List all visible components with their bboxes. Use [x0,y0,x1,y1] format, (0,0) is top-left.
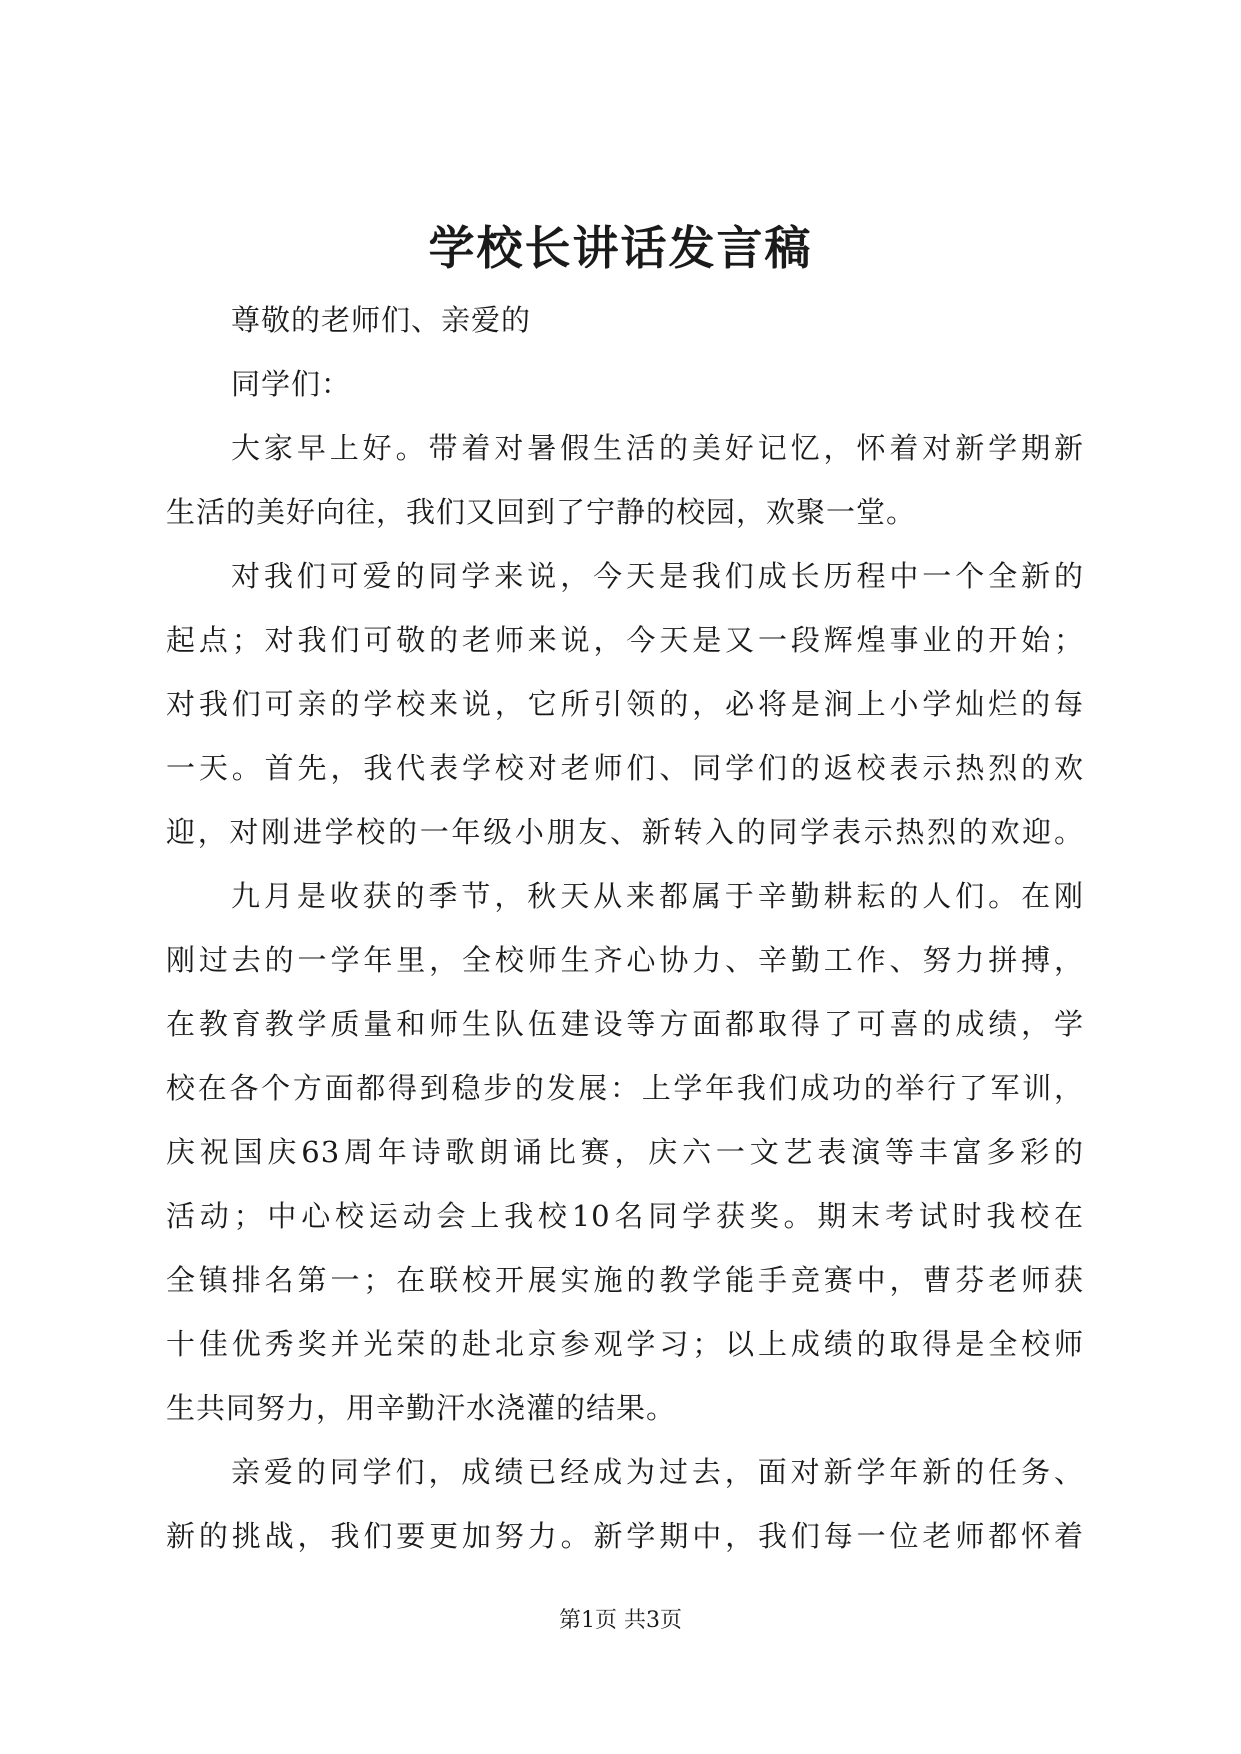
text-line: 新的挑战，我们要更加努力。新学期中，我们每一位老师都怀着 [166,1519,1084,1553]
text-line: 一天。首先，我代表学校对老师们、同学们的返校表示热烈的欢 [166,751,1084,785]
page-footer: 第1页 共3页 [559,1608,682,1633]
text-line: 活动；中心校运动会上我校10名同学获奖。期末考试时我校在 [166,1199,1084,1233]
text-line: 在教育教学质量和师生队伍建设等方面都取得了可喜的成绩，学 [166,1007,1084,1041]
text-line: 迎，对刚进学校的一年级小朋友、新转入的同学表示热烈的欢迎。 [166,815,1084,849]
text-line: 全镇排名第一；在联校开展实施的教学能手竞赛中，曹芬老师获 [166,1263,1084,1297]
text-line: 对我们可爱的同学来说，今天是我们成长历程中一个全新的 [231,559,1084,593]
text-line: 刚过去的一学年里，全校师生齐心协力、辛勤工作、努力拼搏， [166,943,1084,977]
text-line: 尊敬的老师们、亲爱的 [231,303,532,337]
text-line: 校在各个方面都得到稳步的发展：上学年我们成功的举行了军训， [166,1071,1084,1105]
text-line: 庆祝国庆63周年诗歌朗诵比赛，庆六一文艺表演等丰富多彩的 [166,1135,1084,1169]
text-line: 同学们： [231,367,352,401]
text-line: 生共同努力，用辛勤汗水浇灌的结果。 [166,1391,677,1425]
text-line: 十佳优秀奖并光荣的赴北京参观学习；以上成绩的取得是全校师 [166,1327,1084,1361]
text-line: 生活的美好向往，我们又回到了宁静的校园，欢聚一堂。 [166,495,917,529]
text-line: 起点；对我们可敬的老师来说，今天是又一段辉煌事业的开始； [166,623,1084,657]
text-line: 大家早上好。带着对暑假生活的美好记忆，怀着对新学期新 [231,431,1084,465]
text-line: 九月是收获的季节，秋天从来都属于辛勤耕耘的人们。在刚 [231,879,1084,913]
text-line: 亲爱的同学们，成绩已经成为过去，面对新学年新的任务、 [231,1455,1084,1489]
document-body [166,288,1084,1568]
document-title: 学校长讲话发言稿 [428,221,813,275]
text-line: 对我们可亲的学校来说，它所引领的，必将是涧上小学灿烂的每 [166,687,1084,721]
